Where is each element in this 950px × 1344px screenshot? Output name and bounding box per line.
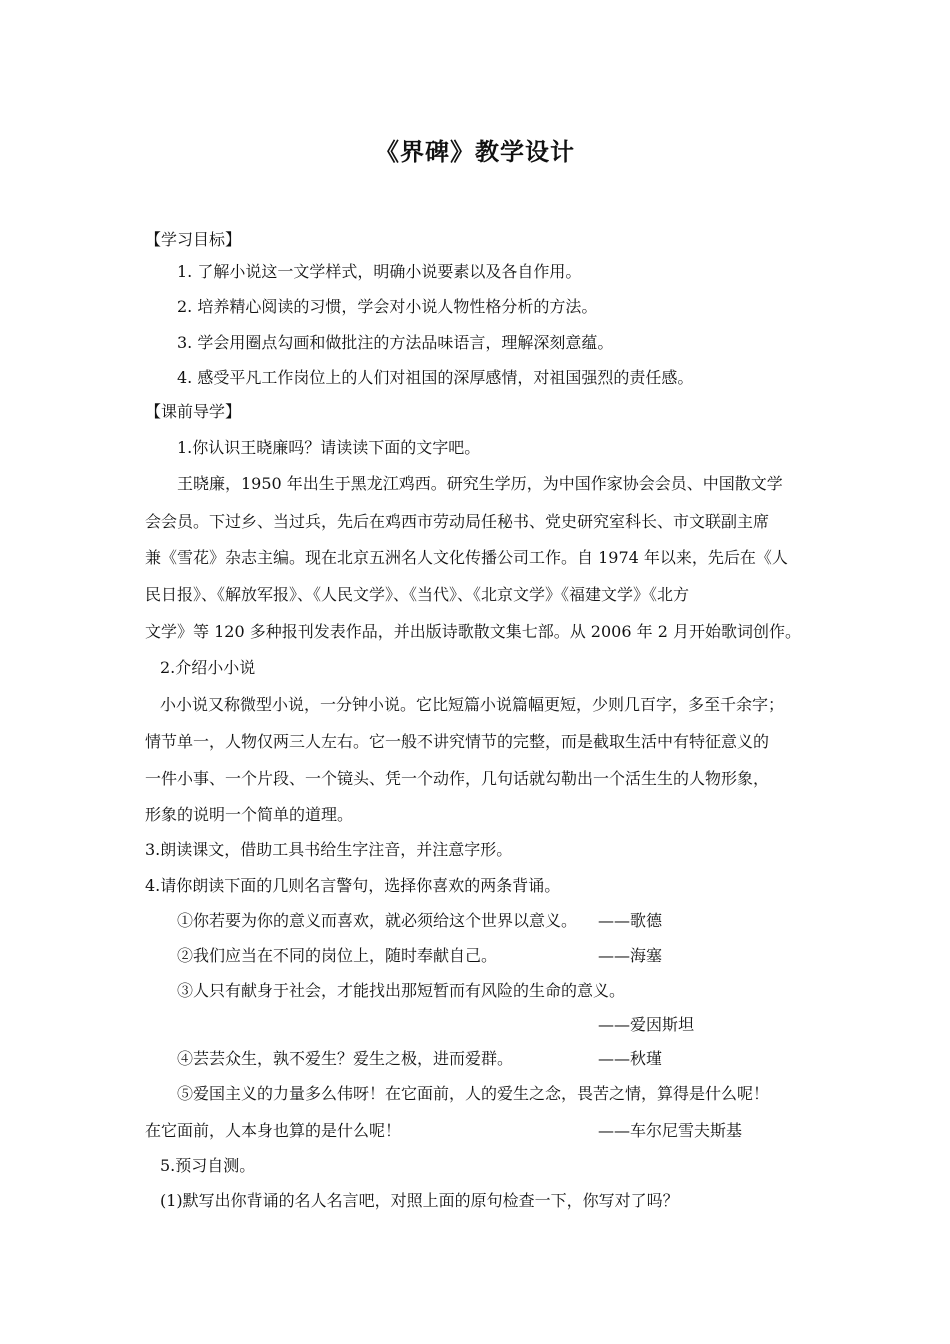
bio-line: 兼《雪花》杂志主编。现在北京五洲名人文化传播公司工作。自 1974 年以来，先后在《人 <box>145 548 788 567</box>
quote-text: ②我们应当在不同的岗位上，随时奉献自己。 <box>177 946 498 965</box>
question-1: 1.你认识王晓廉吗？请读读下面的文字吧。 <box>177 438 481 457</box>
goal-item: 3. 学会用圈点勾画和做批注的方法品味语言，理解深刻意蕴。 <box>177 333 614 352</box>
quote-author: ——海塞 <box>598 946 663 965</box>
quote-text: ⑤爱国主义的力量多么伟呀！在它面前，人的爱生之念，畏苦之情，算得是什么呢！ <box>177 1084 770 1103</box>
question-2: 2.介绍小小说 <box>160 658 256 677</box>
quote-text: ①你若要为你的意义而喜欢，就必须给这个世界以意义。 <box>177 911 578 930</box>
quote-author: ——爱因斯坦 <box>598 1015 695 1034</box>
quote-text: ④芸芸众生，孰不爱生？爱生之极，进而爱群。 <box>177 1049 514 1068</box>
bio-line: 文学》等 120 多种报刊发表作品，并出版诗歌散文集七部。从 2006 年 2 月开始歌词创作。 <box>145 622 801 641</box>
question-5-1: (1)默写出你背诵的名人名言吧，对照上面的原句检查一下，你写对了吗？ <box>160 1191 679 1210</box>
quote-text: ③人只有献身于社会，才能找出那短暂而有风险的生命的意义。 <box>177 981 626 1000</box>
question-5: 5.预习自测。 <box>160 1156 256 1175</box>
document-title: 《界碑》教学设计 <box>375 137 575 166</box>
quote-text: 在它面前，人本身也算的是什么呢！ <box>145 1121 402 1140</box>
quote-author: ——秋瑾 <box>598 1049 663 1068</box>
preview-heading: 【课前导学】 <box>145 402 242 421</box>
bio-line: 民日报》、《解放军报》、《人民文学》、《当代》、《北京文学》《福建文学》《北方 <box>145 585 690 604</box>
intro-line: 小小说又称微型小说，一分钟小说。它比短篇小说篇幅更短，少则几百字，多至千余字； <box>160 695 785 714</box>
question-3: 3.朗读课文，借助工具书给生字注音，并注意字形。 <box>145 840 513 859</box>
goal-item: 2. 培养精心阅读的习惯，学会对小说人物性格分析的方法。 <box>177 297 598 316</box>
bio-line: 王晓廉，1950 年出生于黑龙江鸡西。研究生学历，为中国作家协会会员、中国散文学 <box>177 474 783 493</box>
bio-line: 会会员。下过乡、当过兵，先后在鸡西市劳动局任秘书、党史研究室科长、市文联副主席 <box>145 512 770 531</box>
intro-line: 形象的说明一个简单的道理。 <box>145 805 354 824</box>
intro-line: 情节单一，人物仅两三人左右。它一般不讲究情节的完整，而是截取生活中有特征意义的 <box>145 732 770 751</box>
quote-author: ——车尔尼雪夫斯基 <box>598 1121 743 1140</box>
intro-line: 一件小事、一个片段、一个镜头、凭一个动作，几句话就勾勒出一个活生生的人物形象， <box>145 769 770 788</box>
goal-item: 4. 感受平凡工作岗位上的人们对祖国的深厚感情，对祖国强烈的责任感。 <box>177 368 694 387</box>
question-4: 4.请你朗读下面的几则名言警句，选择你喜欢的两条背诵。 <box>145 876 561 895</box>
quote-author: ——歌德 <box>598 911 663 930</box>
goals-heading: 【学习目标】 <box>145 230 242 249</box>
goal-item: 1. 了解小说这一文学样式，明确小说要素以及各自作用。 <box>177 262 582 281</box>
